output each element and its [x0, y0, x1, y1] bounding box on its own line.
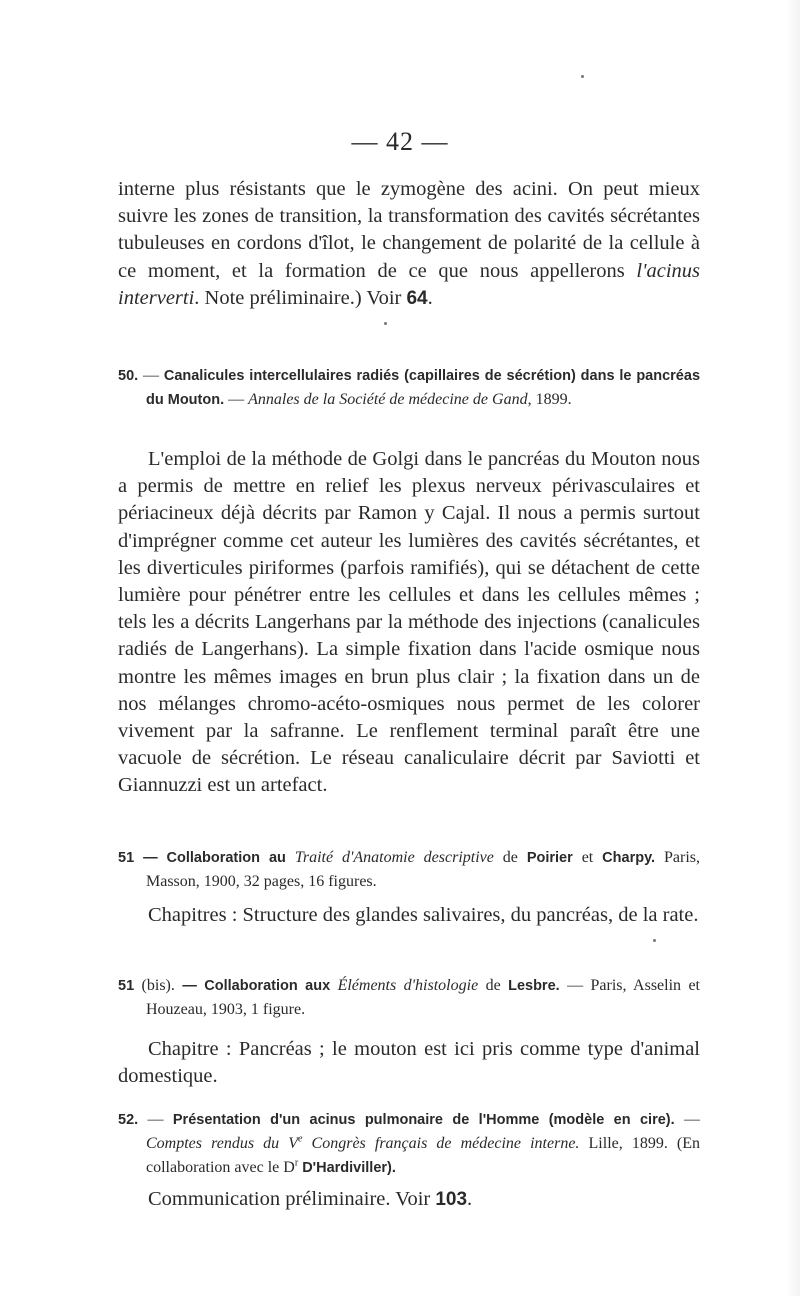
page-edge-shadow	[786, 0, 800, 1296]
entry-lead: — Collaboration au	[134, 850, 295, 866]
paragraph-text: Communication préliminaire. Voir	[148, 1188, 436, 1210]
scan-speck	[581, 75, 584, 78]
entry-number: 52.	[118, 1112, 139, 1128]
entry-de: de	[478, 977, 509, 994]
entry-51	[118, 846, 700, 894]
entry-de: de	[493, 849, 527, 866]
entry-author: Lesbre.	[508, 978, 560, 994]
entry-title: Canalicules intercellulaires radiés (capillaires de sécrétion) dans le pancréas du Mouton.	[146, 368, 701, 408]
intro-paragraph	[118, 176, 700, 312]
entry-et: et	[572, 849, 603, 866]
entry-journal: Comptes rendus du V	[146, 1135, 299, 1152]
entry-dash: —	[224, 391, 249, 408]
superscript: r	[294, 1157, 299, 1169]
paragraph-51: Chapitres : Structure des glandes salivaires, du pancréas, de la rate.	[148, 904, 699, 926]
entry-author: Charpy.	[602, 850, 656, 866]
entry-number: 50.	[118, 368, 139, 384]
entry-title: Présentation d'un acinus pulmonaire de l'Homme (modèle en cire).	[172, 1112, 675, 1128]
scan-speck	[384, 322, 387, 325]
entry-number: 51	[118, 978, 135, 994]
entry-dash: —	[138, 367, 164, 384]
entry-50	[118, 364, 700, 412]
intro-text-after: . Note préliminaire.) Voir	[194, 286, 407, 309]
entry-journal: Congrès français de médecine interne.	[302, 1135, 580, 1152]
entry-51-bis	[118, 974, 700, 1022]
page-number: — 42 —	[351, 127, 449, 156]
paragraph-52	[118, 1186, 700, 1213]
entry-bis: (bis).	[134, 977, 175, 994]
entry-52	[118, 1108, 700, 1180]
paragraph-51-bis: Chapitre : Pancréas ; le mouton est ici pris comme type d'animal domestique.	[118, 1038, 700, 1088]
entry-publication: — Paris, Asselin et Houzeau, 1903, 1 figure.	[146, 977, 700, 1018]
entry-year: , 1899.	[527, 391, 572, 408]
entry-collaborator: D'Hardiviller).	[298, 1160, 396, 1176]
entry-work-title: Traité d'Anatomie descriptive	[294, 849, 494, 866]
entry-author: Poirier	[526, 850, 573, 866]
entry-work-title: Éléments d'histologie	[337, 977, 479, 994]
paragraph-end: .	[467, 1188, 473, 1210]
reference-number: 103	[435, 1189, 468, 1210]
scan-speck	[653, 939, 656, 942]
entry-dash: —	[138, 1111, 173, 1128]
entry-publication: Lille, 1899. (En collaboration avec le D	[146, 1135, 701, 1176]
intro-reference-number: 64	[406, 287, 428, 309]
entry-number: 51	[118, 850, 135, 866]
intro-text: interne plus résistants que le zymogène des acini. On peut mieux suivre les zones de transition, la transformation des cavités sécrétantes tubuleuses en cordons d'îlot, le changement de polarité de la cellule à ce moment, et la formation de ce que nous appellerons	[118, 178, 700, 282]
intro-emphasis: l'acinus interverti	[118, 259, 700, 309]
intro-end: .	[427, 286, 433, 309]
superscript: e	[298, 1133, 303, 1145]
entry-dash: —	[674, 1111, 701, 1128]
paragraph-50: L'emploi de la méthode de Golgi dans le pancréas du Mouton nous a permis de mettre en relief les plexus nerveux périvasculaires et périacineux déjà décrits par Ramon y Cajal. Il nous a permis surtout d'imprégner comme cet auteur les lumières des cavités sécrétantes, et les diverticules piriformes (parfois ramifiés), qui se détachent de cette lumière pour pénétrer entre les cellules et dans les cellules mêmes ; tels les a décrits Langerhans par la méthode des injections (canalicules radiés de Langerhans). La simple fixation dans l'acide osmique nous montre les mêmes images en brun plus clair ; la fixation dans un de nos mélanges chromo-acéto-osmiques nous permet de les colorer vivement par la safranne. Le renflement terminal paraît être une vacuole de sécrétion. Le réseau canaliculaire décrit par Saviotti et Giannuzzi est un artefact.	[118, 448, 700, 797]
entry-journal: Annales de la Société de médecine de Gand	[248, 391, 528, 408]
entry-publication: Paris, Masson, 1900, 32 pages, 16 figures.	[146, 849, 701, 890]
entry-lead: — Collaboration aux	[174, 978, 338, 994]
